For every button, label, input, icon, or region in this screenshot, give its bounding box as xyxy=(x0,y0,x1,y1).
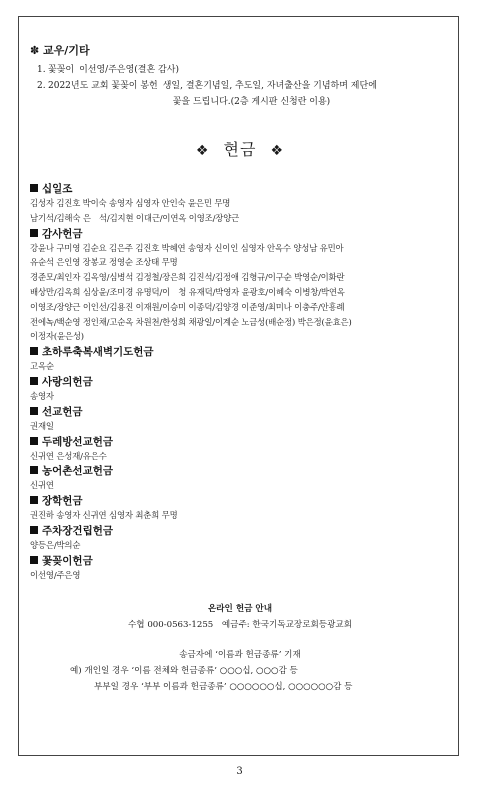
bulletin-frame xyxy=(18,16,459,756)
notice-number: 1. xyxy=(37,65,46,75)
remittance-guide xyxy=(30,647,450,695)
offering-category xyxy=(30,435,450,464)
donor-names-line: 경준모/최인자 김옥영/심병석 김정철/장은희 김진석/김정애 김형규/이구순 박영순/이화란 xyxy=(30,272,345,283)
page-number: 3 xyxy=(236,766,243,777)
offering-category-label: 감사헌금 xyxy=(42,227,83,240)
offering-category-title xyxy=(30,405,450,419)
offering-category-label: 꽃꽂이헌금 xyxy=(42,554,93,567)
online-offering-info xyxy=(30,601,450,633)
donor-names-line: 배상만/김옥희 심상윤/조미경 유명덕/이 청 유재덕/박영자 윤광호/이혜숙 이병창/박연옥 xyxy=(30,286,345,297)
donor-names-line: 강윤나 구미영 김순요 김은주 김진호 박혜연 송영자 신이인 심영자 안옥수 양성남 유민아 xyxy=(30,242,344,253)
donor-names-line: 전에녹/백순영 정인채/고순옥 차원천/한성희 채광일/이계순 노금성(배순정) 박은정(윤효은) xyxy=(30,316,352,327)
square-bullet-icon xyxy=(30,407,38,415)
offering-category xyxy=(30,554,450,583)
notice-label: 꽃꽂이 xyxy=(48,65,75,75)
donor-names-line: 고옥순 xyxy=(30,361,54,372)
donor-names-line: 남기석/김해숙 은 석/김지현 이대근/이연옥 이영조/장양근 xyxy=(30,212,240,223)
donor-names-line: 권진하 송영자 신귀연 심영자 최춘희 무명 xyxy=(30,510,178,521)
offering-category-list xyxy=(30,182,450,583)
donor-names-line: 유순석 은인영 장봉교 정영순 조상태 무명 xyxy=(30,257,178,268)
notices-list xyxy=(30,62,450,110)
offering-heading-text: 현금 xyxy=(223,140,257,159)
notice-number: 2. xyxy=(37,81,46,91)
offering-category xyxy=(30,494,450,523)
square-bullet-icon xyxy=(30,526,38,534)
square-bullet-icon xyxy=(30,377,38,385)
donor-names-line: 김성자 김진호 박이숙 송영자 심영자 안인숙 윤은민 무명 xyxy=(30,198,231,208)
offering-category xyxy=(30,405,450,434)
offering-category-title xyxy=(30,494,450,508)
offering-category-title xyxy=(30,464,450,478)
offering-category xyxy=(30,227,450,345)
offering-category-title xyxy=(30,375,450,389)
offering-category-label: 초하루축복새벽기도헌금 xyxy=(42,346,154,359)
square-bullet-icon xyxy=(30,184,38,192)
square-bullet-icon xyxy=(30,437,38,445)
offering-category xyxy=(30,464,450,493)
remittance-example-individual: 예) 개인일 경우 ‘이름 전체와 헌금종류’ ○○○십, ○○○감 등 xyxy=(70,665,298,676)
online-offering-title: 온라인 헌금 안내 xyxy=(207,603,273,614)
remittance-intro: 송금자에 ‘이름과 헌금종류’ 기재 xyxy=(179,649,301,660)
notice-text: 생일, 결혼기념일, 추도일, 자녀출산을 기념하며 제단에 xyxy=(162,81,377,91)
donor-names-line: 양등은/박의순 xyxy=(30,539,81,550)
square-bullet-icon xyxy=(30,347,38,355)
offering-heading xyxy=(30,137,450,160)
donor-names-line: 이정자(윤은성) xyxy=(30,331,84,342)
donor-names-line: 이선영/주은영 xyxy=(30,569,81,580)
offering-category xyxy=(30,345,450,374)
offering-category-label: 사랑의헌금 xyxy=(42,375,93,388)
square-bullet-icon xyxy=(30,556,38,564)
offering-category-label: 십일조 xyxy=(42,183,73,195)
offering-category-label: 주차장건립헌금 xyxy=(42,524,114,537)
offering-category-title xyxy=(30,227,450,241)
donor-names-line: 송영자 xyxy=(30,390,54,401)
bank-account-info: 수협 000-0563-1255 예금주: 한국기독교장로회등광교회 xyxy=(127,619,353,630)
notice-label: 2022년도 교회 꽃꽂이 봉헌 xyxy=(48,81,158,91)
offering-category-title xyxy=(30,182,450,196)
notices-title: ✽ 교우/기타 xyxy=(30,44,90,57)
square-bullet-icon xyxy=(30,229,38,237)
donor-names-line: 이영조/장양근 이인선/김용진 이재원/이승미 이종덕/김양경 이준영/최미나 이충주/안흥례 xyxy=(30,301,345,312)
donor-names-line: 권재일 xyxy=(30,420,54,431)
offering-category-label: 선교헌금 xyxy=(42,405,83,418)
offering-category xyxy=(30,524,450,553)
donor-names-line: 신귀연 은성재/유은수 xyxy=(30,450,107,461)
square-bullet-icon xyxy=(30,496,38,504)
diamond-icon: ❖ xyxy=(270,143,285,159)
bulletin-content xyxy=(19,17,458,695)
notice-text-block xyxy=(163,78,450,110)
remittance-example-couple: 부부일 경우 ‘부부 이름과 헌금종류’ ○○○○○○십, ○○○○○○감 등 xyxy=(94,681,353,692)
offering-category xyxy=(30,375,450,404)
notice-item-2 xyxy=(37,78,450,110)
donor-names-line: 신귀연 xyxy=(30,480,54,491)
notice-text-continued: 꽃을 드립니다.(2층 게시판 신청란 이용) xyxy=(172,97,331,107)
offering-category-title xyxy=(30,524,450,538)
offering-category-title xyxy=(30,435,450,449)
offering-category-label: 두레방선교헌금 xyxy=(42,435,114,448)
diamond-icon: ❖ xyxy=(195,143,210,159)
offering-category-label: 농어촌선교헌금 xyxy=(42,465,114,478)
offering-category-title xyxy=(30,345,450,359)
offering-category-title xyxy=(30,554,450,568)
notice-item-1 xyxy=(37,62,450,78)
notice-text: 이선영/주은영(결혼 감사) xyxy=(79,65,179,75)
square-bullet-icon xyxy=(30,466,38,474)
offering-category-label: 장학헌금 xyxy=(42,495,83,508)
offering-category xyxy=(30,182,450,226)
